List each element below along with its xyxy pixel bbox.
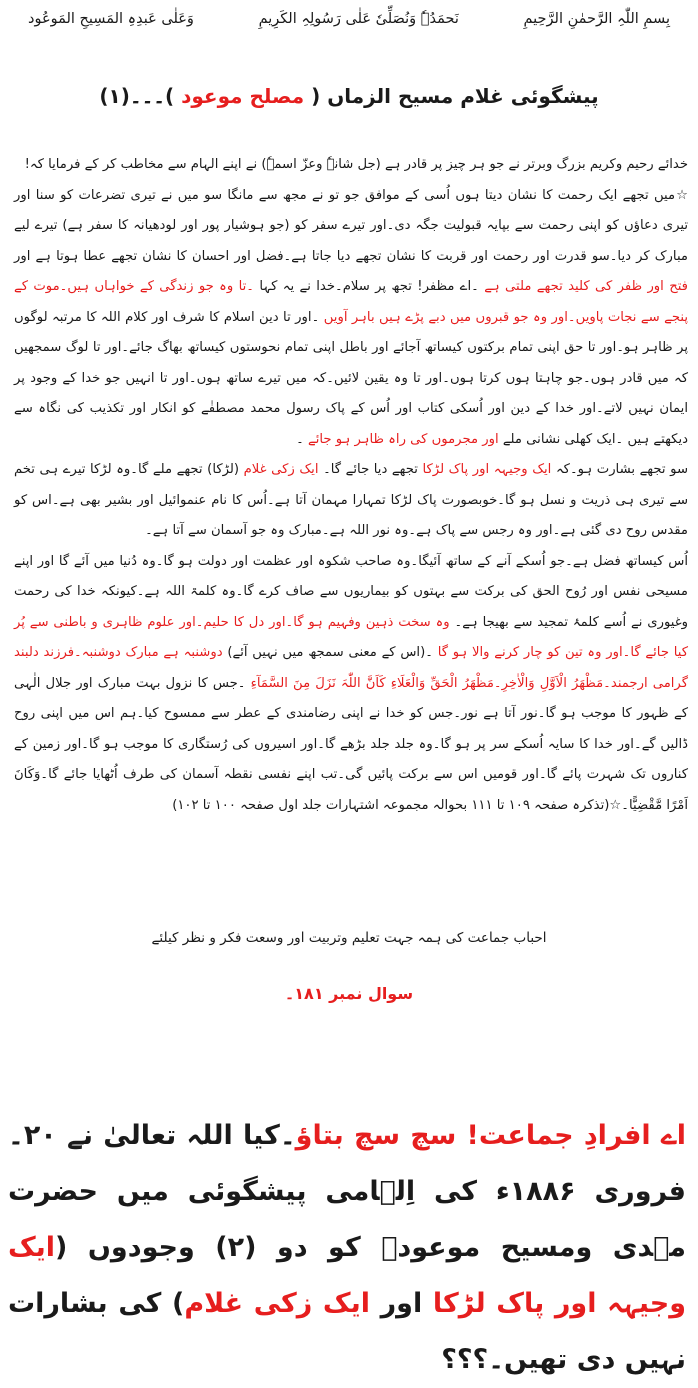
question-highlight: ایک وجیہہ اور پاک لڑکا [8, 1232, 687, 1319]
question-highlight: ایک زکی غلام [184, 1288, 370, 1319]
text-run: ۔جس کا نزول بہت مبارک اور جلال الٰہی کے ظہور کا موجب ہو گا۔نور آتا ہے نور۔جس کو خدا نے اپنی رضامندی کے عطر سے ممسوح کیا۔ہم اس میں اپنی روح ڈالیں گے۔اور خدا کا سایہ اُسکے سر پر ہو گا۔وہ جلد جلد بڑھے گا۔اور اسیروں کی رُستگاری کا موجب ہو گا۔اور زمین کے کناروں تک شہرت پائے گا۔اور قومیں اس سے برکت پائیں گی۔تب اپنے نفسی نقطہ آسمان کی طرف اُٹھایا جائے گا۔وَکَانَ اَمْرًا مَّقْضِیًّا۔☆(تذکرہ صفحہ ۱۰۹ تا ۱۱۱ بحوالہ مجموعہ اشتہارات جلد اول صفحہ ۱۰۰ تا ۱۰۲) [14, 675, 688, 813]
header-invocation [28, 6, 670, 32]
highlight-run: ایک زکی غلام [243, 462, 319, 477]
text-run: ۔اے مظفر! تجھ پر سلام۔خدا نے یہ کہا [259, 279, 479, 294]
question-number: سوال نمبر ۱۸۱۔ [284, 984, 414, 1003]
highlight-run: ایک وجیہہ اور پاک لڑکا [422, 462, 552, 477]
text-run: ۔اور تا دین اسلام کا شرف اور کلام اللہ کا مرتبہ لوگوں پر ظاہر ہو۔اور تا حق اپنی تمام برکتوں کیساتھ آجائے اور باطل اپنی تمام نحوستوں کیساتھ بھاگ جائے۔اور تا لوگ سمجھیں کہ میں قادر ہوں۔جو چاہتا ہوں کرتا ہوں۔اور تا وہ یقین لائیں۔کہ میں تیرے ساتھ ہوں۔اور تا انہیں جو خدا کے وجود پر ایمان نہیں لاتے۔اور خدا کے دین اور اُسکی کتاب اور اُس کے پاک رسول محمد مصطفٰے کو انکار اور تکذیب کی نگاہ سے دیکھتے ہیں ۔ایک کھلی نشانی ملے [14, 309, 688, 447]
paragraph-grace [14, 547, 688, 822]
prophecy-text [14, 150, 688, 821]
question-text [8, 1108, 686, 1388]
question-run: اور [369, 1288, 433, 1319]
purpose-note: احباب جماعت کی ہمہ جہت تعلیم وتربیت اور وسعت فکر و نظر کیلئے [151, 930, 547, 946]
question-run: ) کی بشارات نہیں دی تھیں۔؟؟؟ [8, 1288, 686, 1375]
highlight-run: وہ سخت ذہین وفہیم ہو گا۔اور دل کا حلیم۔اور علوم ظاہری و باطنی سے پُر کیا جائے گا۔اور وہ تین کو چار کرنے والا ہو گا [14, 614, 688, 660]
title-after: )۔۔۔(۱) [99, 84, 175, 108]
masih-text: وَعَلٰی عَبدِہِ المَسِیحِ المَوعُود [28, 11, 194, 27]
highlight-run: ۔تا وہ جو زندگی کے خواہاں ہیں۔موت کے پنجے سے نجات پاویں۔اور وہ جو قبروں میں دبے پڑے ہیں باہر آویں [14, 279, 688, 325]
bismillah-text: بِسمِ اللّٰہِ الرَّحمٰنِ الرَّحِیمِ [523, 11, 670, 27]
text-run: ۔ [296, 431, 304, 447]
intro-text: خدائے رحیم وکریم بزرگ وبرتر نے جو ہر چیز پر قادر ہے (جل شانہٗ وعزّ اسمہٗ) نے اپنے الہام سے مخاطب کر کے فرمایا کہ! [24, 157, 688, 172]
text-run: (لڑکا) تجھے ملے گا۔وہ لڑکا تیرے ہی تخم سے تیری ہی ذریت و نسل ہو گا۔خوبصورت پاک لڑکا تمہارا مہمان آتا ہے۔اُس کا نام عنموائیل اور بشیر بھی ہے۔اس کو مقدس روح دی گئی ہے۔اور وہ رجس سے پاک ہے۔وہ نور اللہ ہے۔مبارک وہ جو آسمان سے آتا ہے۔ [14, 462, 688, 538]
title-before: پیشگوئی غلام مسیح الزماں ( [311, 84, 599, 108]
text-run: تجھے دیا جائے گا۔ [323, 462, 418, 477]
highlight-run: اور مجرموں کی راہ ظاہر ہو جائے [308, 431, 499, 447]
title-highlight: مصلح موعود [174, 84, 312, 108]
text-run: سو تجھے بشارت ہو۔کہ [555, 462, 689, 477]
question-highlight: اے افرادِ جماعت! سچ سچ بتاؤ [295, 1120, 686, 1151]
highlight-run: دوشنبہ ہے مبارک دوشنبہ۔فرزند دلبند گرامی ارجمند۔مَظْھَرُ الْاَوَّلِ وَالْاٰخِرِ۔مَظْھَرُ الْحَقِّ وَالْعَلَاءِ کَاَنَّ اللّٰہَ نَزَلَ مِنَ السَّمَآءِ [14, 645, 688, 691]
text-run: ۔(اس کے معنی سمجھ میں نہیں آئے) [227, 645, 433, 660]
question-run: ۔کیا اللہ تعالیٰ نے ۲۰۔فروری ۱۸۸۶ء کی اِلہامی پیشگوئی میں حضرت مہدی ومسیح موعودؑ کو دو (۲) وجودوں ( [8, 1120, 686, 1263]
paragraph-glad-tidings [14, 455, 688, 547]
text-run: اُس کیساتھ فضل ہے۔جو اُسکے آنے کے ساتھ آئیگا۔وہ صاحب شکوہ اور عظمت اور دولت ہو گا۔وہ دُنیا میں آئے گا اور اپنے مسیحی نفس اور رُوح الحق کی برکت سے بہتوں کو بیماریوں سے صاف کرے گا۔وہ کلمۃ اللہ ہے۔کیونکہ خدا کی رحمت وغیوری نے اُسے کلمۂ تمجید سے بھیجا ہے۔ [14, 553, 688, 630]
page-title [0, 84, 698, 108]
hamd-text: نَحمَدُہٗ وَنُصَلِّیٗ عَلٰی رَسُولِہِ الکَرِیمِ [258, 11, 459, 27]
paragraph-mercy-sign [14, 181, 688, 456]
text-run: ☆میں تجھے ایک رحمت کا نشان دیتا ہوں اُسی کے موافق جو تو نے مجھ سے مانگا سو میں نے تیری تضرعات کو سنا اور تیری دعاؤں کو اپنی رحمت سے بپایہ قبولیت جگہ دی۔اور تیرے سفر کو (جو ہوشیار پور اور لودھیانہ کا سفر ہے) تیرے لیے مبارک کر دیا۔سو قدرت اور رحمت اور قربت کا نشان تجھے دیا جاتا ہے۔فضل اور احسان کا نشان تجھے عطا ہوتا ہے اور [14, 187, 688, 264]
highlight-run: فتح اور ظفر کی کلید تجھے ملتی ہے [484, 279, 688, 294]
paragraph-intro [14, 150, 688, 181]
